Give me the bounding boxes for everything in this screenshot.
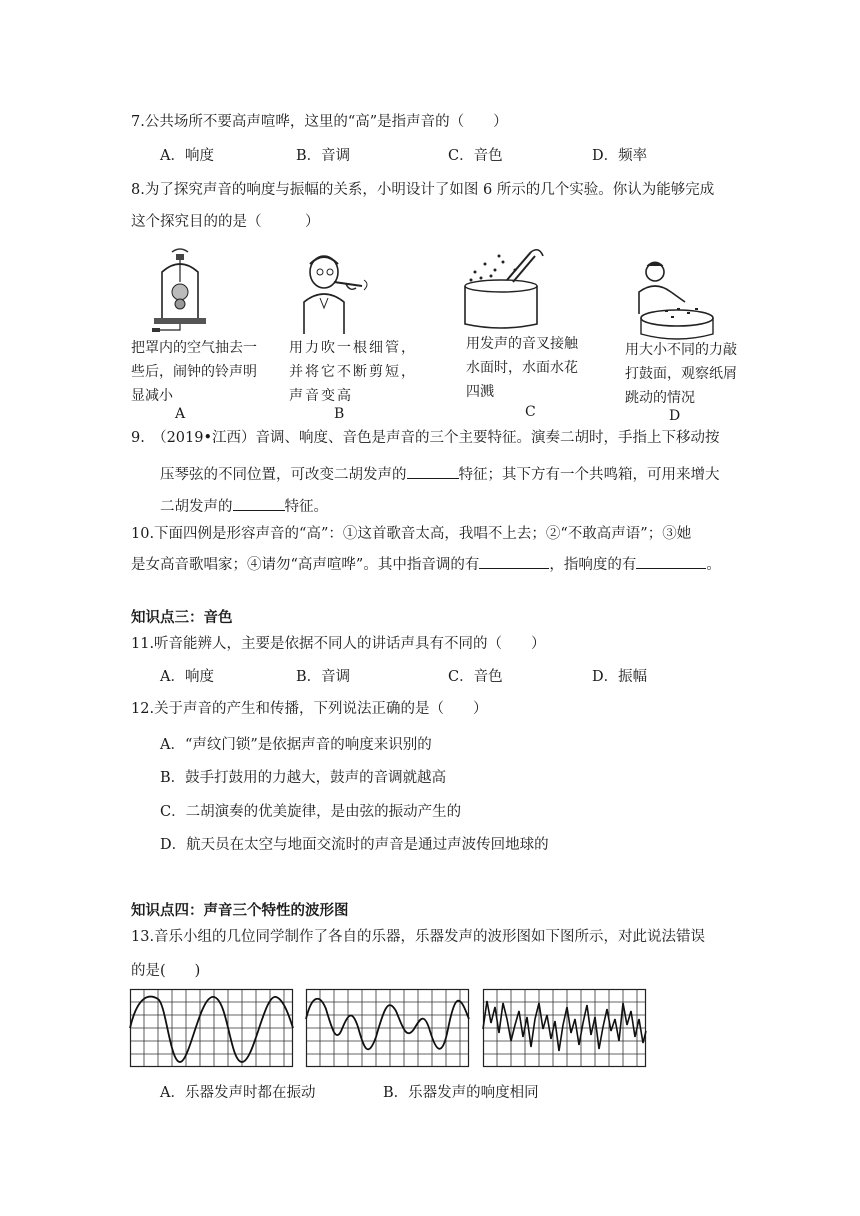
q9-line2-end: 特征；其下方有一个共鸣箱，可用来增大 [458, 467, 720, 483]
q9-line1: 9. （2019•江西）音调、响度、音色是声音的三个主要特征。演奏二胡时，手指上下移动按 [131, 430, 720, 446]
q9-line2 [160, 464, 720, 485]
q13-line2: 的是( ) [131, 963, 201, 979]
q7-stem: 7.公共场所不要高声喧哗，这里的“高”是指声音的（ ） [131, 114, 508, 130]
q10-blank-1[interactable] [479, 554, 549, 569]
q10-blank-2[interactable] [636, 554, 706, 569]
q11-option-b: B．音调 [296, 669, 351, 685]
q10-line2-end: 。 [706, 557, 721, 573]
figure-b-letter: B [334, 406, 345, 422]
q10-line2-mid: ，指响度的有 [549, 557, 637, 573]
figure-a-letter: A [175, 406, 186, 422]
q12-stem: 12.关于声音的产生和传播，下列说法正确的是（ ） [131, 701, 488, 717]
bell-jar-figure [150, 248, 210, 336]
q11-option-d: D．振幅 [592, 669, 648, 685]
q11-option-a: A．响度 [160, 669, 214, 685]
q7-option-b: B．音调 [296, 148, 351, 164]
q9-line3-end: 特征。 [284, 499, 328, 515]
waveform-2 [306, 989, 469, 1067]
section-4-heading: 知识点四：声音三个特性的波形图 [131, 903, 349, 919]
q12-option-c: C．二胡演奏的优美旋律，是由弦的振动产生的 [160, 804, 462, 820]
q9-line3-start: 二胡发声的 [160, 499, 233, 515]
waveform-3 [483, 989, 646, 1067]
q9-blank-1[interactable] [407, 464, 459, 479]
figure-d-letter: D [669, 408, 681, 424]
q12-option-b: B．鼓手打鼓用的力越大，鼓声的音调就越高 [160, 770, 447, 786]
q12-option-d: D．航天员在太空与地面交流时的声音是通过声波传回地球的 [160, 837, 549, 853]
q9-line2-start: 压琴弦的不同位置，可改变二胡发声的 [160, 467, 407, 483]
figure-c-letter: C [525, 404, 536, 420]
figure-a-caption: 把罩内的空气抽去一些后，闹钟的铃声明显减小 [131, 340, 257, 404]
q8-stem-line2: 这个探究目的的是（ ） [131, 214, 320, 230]
q8-stem-line1: 8.为了探究声音的响度与振幅的关系，小明设计了如图 6 所示的几个实验。你认为能够完成 [131, 182, 715, 198]
q13-option-a: A．乐器发声时都在振动 [160, 1085, 316, 1101]
blowing-tube-figure [290, 250, 380, 334]
q10-line2 [131, 554, 721, 575]
q7-option-a: A．响度 [160, 148, 214, 164]
q7-option-d: D．频率 [592, 148, 648, 164]
q7-option-c: C．音色 [448, 148, 503, 164]
q11-option-c: C．音色 [448, 669, 503, 685]
section-3-heading: 知识点三：音色 [131, 610, 233, 626]
figure-b-caption: 用力吹一根细管，并将它不断剪短，声音变高 [289, 340, 417, 404]
waveform-1 [130, 989, 293, 1067]
q13-line1: 13.音乐小组的几位同学制作了各自的乐器，乐器发声的波形图如下图所示，对此说法错误 [131, 929, 706, 945]
drum-figure [615, 258, 715, 340]
q10-line1: 10.下面四例是形容声音的“高”：①这首歌音太高，我唱不上去；②“不敢高声语”；③她 [131, 526, 692, 542]
q11-stem: 11.听音能辨人，主要是依据不同人的讲话声具有不同的（ ） [131, 636, 546, 652]
q12-option-a: A．“声纹门锁”是依据声音的响度来识别的 [160, 737, 432, 753]
figure-d-caption: 用大小不同的力敲打鼓面，观察纸屑跳动的情况 [625, 342, 737, 406]
q13-option-b: B．乐器发声的响度相同 [383, 1085, 539, 1101]
q10-line2-start: 是女高音歌唱家；④请勿“高声喧哗”。其中指音调的有 [131, 557, 480, 573]
tuning-fork-figure [455, 246, 550, 330]
q9-line3 [160, 496, 328, 517]
q9-blank-2[interactable] [233, 496, 285, 511]
figure-c-caption: 用发声的音叉接触水面时，水面水花四溅 [466, 336, 578, 400]
